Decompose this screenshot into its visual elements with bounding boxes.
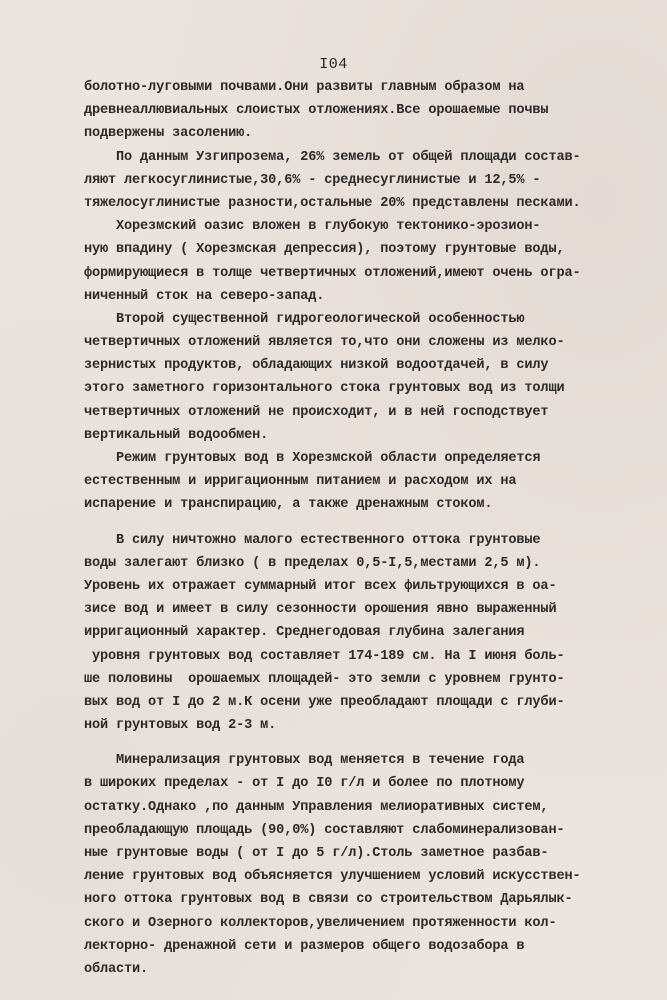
text-line: ирригационный характер. Среднегодовая глубина залегания	[84, 625, 525, 641]
text-line: ную впадину ( Хорезмская депрессия), поэтому грунтовые воды,	[84, 242, 565, 258]
text-line: ляют легкосуглинистые,30,6% - среднесуглинистые и 12,5% -	[84, 172, 541, 188]
paragraph-gap	[84, 737, 624, 749]
body-text	[84, 76, 624, 981]
text-line: формирующиеся в толще четвертичных отложений,имеют очень огра-	[84, 265, 581, 281]
text-line: Уровень их отражает суммарный итог всех фильтрующихся в оа-	[84, 578, 557, 594]
text-line: естественным и ирригационным питанием и расходом их на	[84, 474, 517, 490]
text-line: ского и Озерного коллекторов,увеличением протяженности кол-	[84, 915, 557, 931]
text-line: остатку.Однако ,по данным Управления мелиоративных систем,	[84, 799, 549, 815]
text-line: зернистых продуктов, обладающих низкой водоотдачей, в силу	[84, 358, 549, 374]
text-line: в широких пределах - от I до I0 г/л и более по плотному	[84, 776, 525, 792]
paragraph	[84, 76, 624, 146]
text-line: ше половины орошаемых площадей- это земли с уровнем грунто-	[84, 671, 565, 687]
text-line: В силу ничтожно малого естественного оттока грунтовые	[84, 532, 541, 548]
paragraph	[84, 529, 624, 738]
text-line: испарение и транспирацию, а также дренажным стоком.	[84, 497, 493, 513]
paragraph	[84, 308, 624, 447]
text-line: болотно-луговыми почвами.Они развиты главным образом на	[84, 80, 525, 95]
page-number: I04	[319, 56, 348, 73]
text-line: вых вод от I до 2 м.К осени уже преобладают площади с глуби-	[84, 694, 565, 710]
text-line: ной грунтовых вод 2-3 м.	[84, 718, 277, 734]
text-line: ного оттока грунтовых вод в связи со строительством Дарьялык-	[84, 892, 573, 908]
text-line: Второй существенной гидрогеологической особенностью	[84, 311, 525, 327]
paragraph	[84, 749, 624, 981]
paragraph	[84, 146, 624, 216]
text-line: лекторно- дренажной сети и размеров общего водозабора в	[84, 938, 525, 954]
text-line: тяжелосуглинистые разности,остальные 20% представлены песками.	[84, 195, 581, 211]
paragraph	[84, 447, 624, 517]
text-line: четвертичных отложений является то,что они сложены из мелко-	[84, 335, 565, 351]
text-line: зисе вод и имеет в силу сезонности орошения явно выраженный	[84, 602, 557, 618]
text-line: По данным Узгипрозема, 26% земель от общей площади состав-	[84, 149, 581, 165]
text-line: вертикальный водообмен.	[84, 427, 269, 443]
text-line: Хорезмский оазис вложен в глубокую тектонико-эрозион-	[84, 219, 541, 235]
text-line: ные грунтовые воды ( от I до 5 г/л).Столь заметное разбав-	[84, 846, 549, 861]
text-line: воды залегают близко ( в пределах 0,5-I,5,местами 2,5 м).	[84, 555, 541, 571]
text-line: ление грунтовых вод объясняется улучшением условий искусствен-	[84, 869, 581, 885]
text-line: ниченный сток на северо-запад.	[84, 288, 325, 304]
text-line: области.	[84, 961, 149, 977]
text-line: преобладающую площадь (90,0%) составляют слабоминерализован-	[84, 822, 565, 838]
text-line: древнеаллювиальных слоистых отложениях.Все орошаемые почвы	[84, 103, 549, 119]
text-line: четвертичных отложений не происходит, и в ней господствует	[84, 404, 549, 420]
paragraph-gap	[84, 517, 624, 529]
paragraph	[84, 215, 624, 308]
text-line: этого заметного горизонтального стока грунтовых вод из толщи	[84, 381, 565, 397]
text-line: подвержены засолению.	[84, 126, 253, 142]
text-line: Режим грунтовых вод в Хорезмской области определяется	[84, 451, 541, 466]
text-line: уровня грунтовых вод составляет 174-189 см. На I июня боль-	[84, 648, 565, 664]
text-line: Минерализация грунтовых вод меняется в течение года	[84, 753, 525, 769]
